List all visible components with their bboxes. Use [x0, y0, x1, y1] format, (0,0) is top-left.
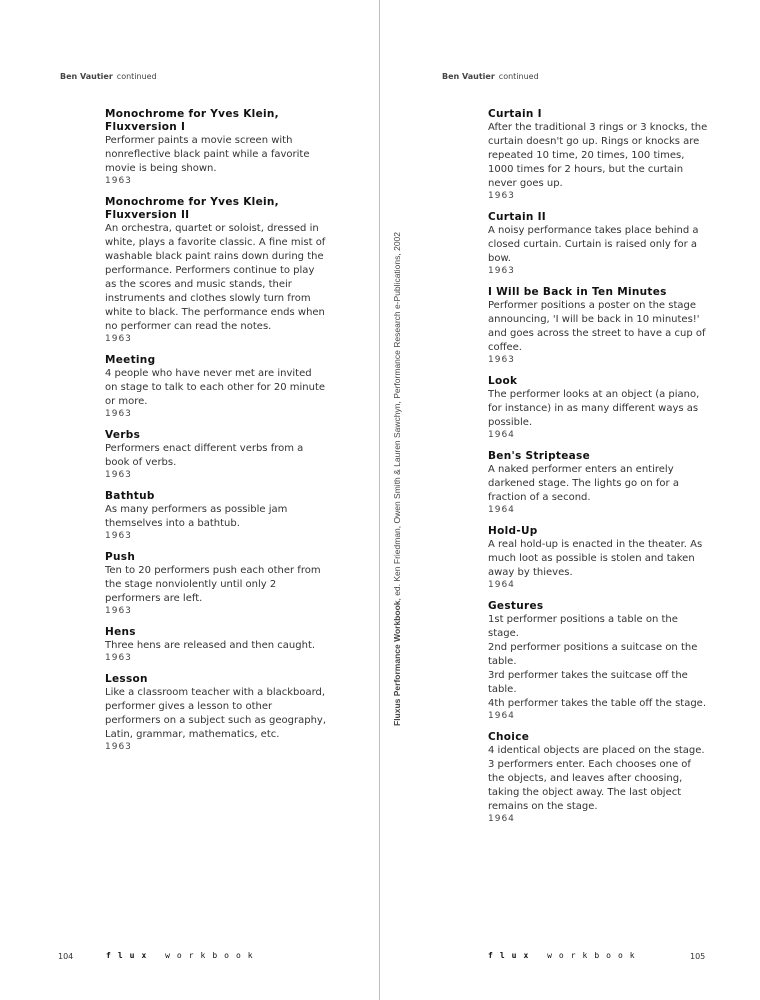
page-number-right: 105: [690, 952, 706, 961]
gutter-divider: [379, 0, 380, 1000]
entry-year: 1963: [488, 355, 515, 365]
entry-description: Performers enact different verbs from a book of verbs.: [105, 443, 304, 468]
entry-year: 1963: [105, 531, 132, 541]
entry-title: I Will be Back in Ten Minutes: [488, 286, 667, 298]
logo-flux: flux: [106, 951, 154, 960]
logo-workbook: workbook: [547, 951, 642, 960]
entry-title: Lesson: [105, 673, 148, 685]
entry: [488, 731, 710, 825]
entry-description: A real hold-up is enacted in the theater. As much loot as possible is stolen and taken away by thieves.: [488, 539, 703, 578]
entry-description: The performer looks at an object (a piano, for instance) in as many different ways as possible.: [488, 389, 700, 428]
entry-description: A noisy performance takes place behind a closed curtain. Curtain is raised only for a bow.: [488, 225, 699, 264]
entry-year: 1963: [105, 653, 132, 663]
running-head-right: [442, 72, 539, 81]
entry: [105, 429, 327, 481]
page-number-left: 104: [58, 952, 74, 961]
entry: [488, 525, 710, 591]
entry-description: 4 identical objects are placed on the stage. 3 performers enter. Each chooses one of the objects, and leaves after choosing, taking the object away. The last object remains on the stage.: [488, 745, 705, 812]
running-head-note: continued: [116, 72, 157, 81]
footer-logo-left: [106, 951, 260, 960]
entry: [105, 196, 327, 345]
entry: [488, 286, 710, 366]
entry-title: Monochrome for Yves Klein, Fluxversion I: [105, 108, 279, 133]
right-column: [488, 108, 710, 834]
entry-title: Verbs: [105, 429, 141, 441]
entry: [105, 626, 327, 664]
entry-description: An orchestra, quartet or soloist, dressed in white, plays a favorite classic. A fine mist of washable black paint rains down during the performance. Performers continue to play as the scores and music stands, their instruments and clothes slowly turn from white to black. The performance ends when no performer can read the notes.: [105, 223, 326, 332]
entry-year: 1963: [105, 334, 132, 344]
entry-title: Hold-Up: [488, 525, 538, 537]
entry: [105, 490, 327, 542]
entry-title: Curtain I: [488, 108, 542, 120]
entry-description: Three hens are released and then caught.: [105, 640, 316, 651]
entry-description: A naked performer enters an entirely darkened stage. The lights go on for a fraction of a second.: [488, 464, 679, 503]
entry-year: 1964: [488, 505, 515, 515]
entry-title: Monochrome for Yves Klein, Fluxversion II: [105, 196, 279, 221]
entry-title: Hens: [105, 626, 136, 638]
entry: [488, 450, 710, 516]
entry-title: Look: [488, 375, 518, 387]
entry: [488, 600, 710, 722]
entry-year: 1963: [105, 176, 132, 186]
entry-title: Curtain II: [488, 211, 547, 223]
entry-description: After the traditional 3 rings or 3 knocks, the curtain doesn't go up. Rings or knocks are repeated 10 time, 20 times, 100 times, 1000 times for 2 hours, but the curtain never goes up.: [488, 122, 708, 189]
entry-year: 1963: [105, 742, 132, 752]
entry-year: 1964: [488, 814, 515, 824]
entry: [105, 354, 327, 420]
entry-title: Bathtub: [105, 490, 155, 502]
entry-title: Meeting: [105, 354, 156, 366]
entry-description: Ten to 20 performers push each other from the stage nonviolently until only 2 performers are left.: [105, 565, 321, 604]
entry-description: 4 people who have never met are invited on stage to talk to each other for 20 minute or more.: [105, 368, 326, 407]
entry-year: 1963: [105, 606, 132, 616]
spine-credits: , ed. Ken Friedman, Owen Smith & Lauren Sawchyn, Performance Research e-Publications, 2002: [392, 231, 402, 601]
entry-title: Ben's Striptease: [488, 450, 590, 462]
spine-credit: [392, 232, 402, 726]
running-head-note: continued: [498, 72, 539, 81]
entry: [488, 108, 710, 202]
entry-year: 1963: [488, 266, 515, 276]
entry: [488, 211, 710, 277]
entry: [105, 551, 327, 617]
entry-description: Performer paints a movie screen with nonreflective black paint while a favorite movie is being shown.: [105, 135, 310, 174]
entry-year: 1964: [488, 430, 515, 440]
entry-description: As many performers as possible jam themselves into a bathtub.: [105, 504, 288, 529]
entry-year: 1964: [488, 580, 515, 590]
logo-flux: flux: [488, 951, 536, 960]
running-head-author: Ben Vautier: [60, 72, 113, 81]
entry-description: Performer positions a poster on the stage announcing, 'I will be back in 10 minutes!' and goes across the street to have a cup of coffee.: [488, 300, 706, 353]
entry-title: Push: [105, 551, 136, 563]
running-head-author: Ben Vautier: [442, 72, 495, 81]
entry-title: Choice: [488, 731, 530, 743]
running-head-left: [60, 72, 157, 81]
left-column: [105, 108, 327, 762]
spine-book-title: Fluxus Performance Workbook: [392, 600, 402, 726]
entry: [105, 108, 327, 187]
entry-description: 1st performer positions a table on the stage. 2nd performer positions a suitcase on the table. 3rd performer takes the suitcase off the table. 4th performer takes the table off the stage.: [488, 614, 707, 709]
entry-year: 1964: [488, 711, 515, 721]
entry: [488, 375, 710, 441]
entry-title: Gestures: [488, 600, 544, 612]
footer-logo-right: [488, 951, 642, 960]
entry-year: 1963: [105, 409, 132, 419]
entry: [105, 673, 327, 753]
entry-year: 1963: [105, 470, 132, 480]
logo-workbook: workbook: [165, 951, 260, 960]
entry-year: 1963: [488, 191, 515, 201]
entry-description: Like a classroom teacher with a blackboard, performer gives a lesson to other performers on a subject such as geography, Latin, grammar, mathematics, etc.: [105, 687, 327, 740]
